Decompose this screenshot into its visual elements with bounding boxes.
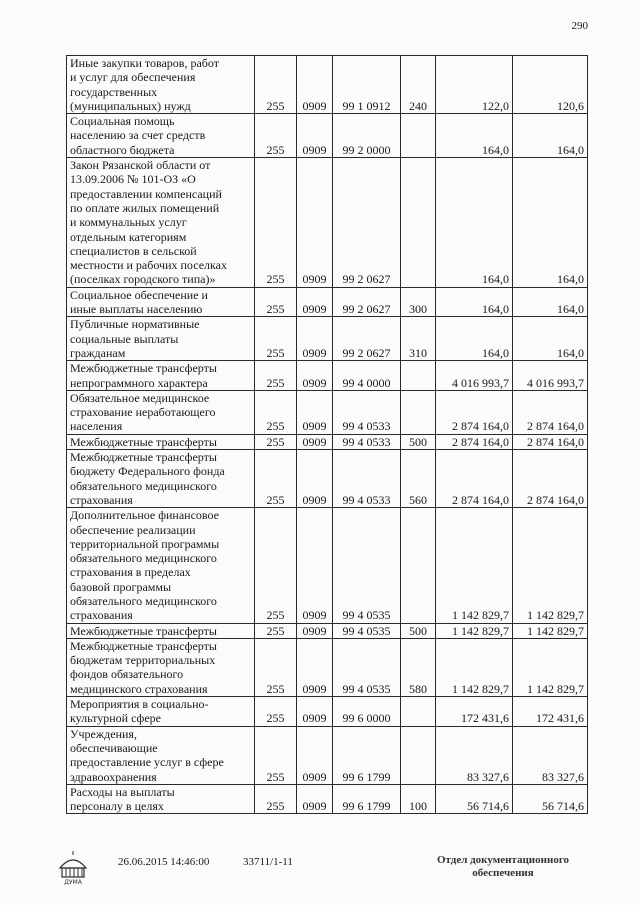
section-cell: 0909 (297, 317, 333, 361)
row-name-line: обеспечивающие (70, 740, 158, 755)
expense-type-cell (401, 508, 436, 623)
amount-approved-cell: 1 142 829,7 (436, 508, 513, 623)
row-name-line: предоставлении компенсаций (70, 186, 222, 201)
target-article-cell: 99 6 1799 (333, 784, 401, 814)
expense-type-cell: 580 (401, 638, 436, 696)
section-cell: 0909 (297, 623, 333, 638)
section-cell: 0909 (297, 287, 333, 317)
row-name-line: бюджетам территориальных (70, 653, 216, 668)
amount-approved-cell: 56 714,6 (436, 784, 513, 814)
expense-type-cell (401, 361, 436, 391)
target-article-cell: 99 4 0535 (333, 638, 401, 696)
table-body (67, 56, 588, 814)
amount-executed-cell: 2 874 164,0 (513, 450, 588, 508)
row-name-line: базовой программы (70, 579, 172, 594)
target-article-cell: 99 2 0000 (333, 114, 401, 158)
row-name-line: Закон Рязанской области от (70, 158, 211, 173)
row-name-line: Межбюджетные трансферты (70, 361, 217, 376)
table-row (67, 114, 588, 158)
row-name-line: Межбюджетные трансферты (70, 450, 217, 465)
row-name-line: и коммунальных услуг (70, 215, 187, 230)
table-row (67, 784, 588, 814)
ved-cell: 255 (255, 287, 297, 317)
table-row (67, 726, 588, 784)
stamp-doc-code: 33711/1-11 (243, 856, 293, 868)
page-footer (0, 848, 640, 905)
amount-executed-cell: 120,6 (513, 56, 588, 114)
ved-cell: 255 (255, 434, 297, 449)
row-name-line: Иные закупки товаров, работ (70, 56, 219, 70)
row-name-line: обязательного медицинского (70, 593, 217, 608)
amount-executed-cell: 164,0 (513, 114, 588, 158)
row-name-line: гражданам (70, 345, 126, 360)
amount-executed-cell: 164,0 (513, 317, 588, 361)
row-name-line: персоналу в целях (70, 799, 164, 814)
row-name (67, 390, 255, 434)
row-name-line: обеспечение реализации (70, 522, 196, 537)
table-row (67, 317, 588, 361)
table-row (67, 390, 588, 434)
section-cell: 0909 (297, 697, 333, 727)
section-cell: 0909 (297, 434, 333, 449)
ved-cell: 255 (255, 697, 297, 727)
expense-type-cell (401, 726, 436, 784)
row-name-line: культурной сфере (70, 711, 161, 726)
table-row (67, 623, 588, 638)
row-name-line: территориальной программы (70, 536, 220, 551)
row-name-line: обязательного медицинского (70, 551, 217, 566)
section-cell: 0909 (297, 361, 333, 391)
expense-type-cell: 300 (401, 287, 436, 317)
target-article-cell: 99 2 0627 (333, 287, 401, 317)
amount-executed-cell: 164,0 (513, 287, 588, 317)
row-name (67, 434, 255, 449)
amount-approved-cell: 164,0 (436, 158, 513, 288)
row-name-line: населению за счет средств (70, 128, 206, 143)
row-name (67, 508, 255, 623)
row-name (67, 114, 255, 158)
table-row (67, 638, 588, 696)
ved-cell: 255 (255, 114, 297, 158)
department-line-2: обеспечения (472, 867, 534, 879)
ved-cell: 255 (255, 638, 297, 696)
row-name-line: Учреждения, (70, 726, 137, 741)
row-name-line: Межбюджетные трансферты (70, 638, 217, 653)
expense-type-cell (401, 697, 436, 727)
row-name-line: областного бюджета (70, 142, 175, 157)
row-name-line: населения (70, 419, 123, 434)
row-name-line: Расходы на выплаты (70, 784, 175, 799)
expense-type-cell (401, 390, 436, 434)
row-name-line: фондов обязательного (70, 667, 184, 682)
row-name-line: Обязательное медицинское (70, 390, 210, 405)
row-name-line: Мероприятия в социально- (70, 697, 209, 712)
target-article-cell: 99 6 0000 (333, 697, 401, 727)
table-row (67, 158, 588, 288)
row-name (67, 697, 255, 727)
page-number: 290 (571, 20, 588, 32)
amount-executed-cell: 4 016 993,7 (513, 361, 588, 391)
amount-executed-cell: 2 874 164,0 (513, 390, 588, 434)
row-name (67, 638, 255, 696)
row-name-line: специалистов в сельской (70, 243, 197, 258)
target-article-cell: 99 4 0533 (333, 450, 401, 508)
target-article-cell: 99 1 0912 (333, 56, 401, 114)
ved-cell: 255 (255, 390, 297, 434)
row-name-line: Дополнительное финансовое (70, 508, 219, 523)
amount-approved-cell: 164,0 (436, 114, 513, 158)
row-name-line: Социальная помощь (70, 114, 175, 129)
ved-cell: 255 (255, 508, 297, 623)
row-name (67, 726, 255, 784)
table-row (67, 56, 588, 114)
amount-executed-cell: 164,0 (513, 158, 588, 288)
amount-approved-cell: 83 327,6 (436, 726, 513, 784)
ved-cell: 255 (255, 726, 297, 784)
ved-cell: 255 (255, 361, 297, 391)
ved-cell: 255 (255, 56, 297, 114)
section-cell: 0909 (297, 56, 333, 114)
amount-approved-cell: 1 142 829,7 (436, 638, 513, 696)
section-cell: 0909 (297, 726, 333, 784)
amount-executed-cell: 172 431,6 (513, 697, 588, 727)
table-row (67, 508, 588, 623)
amount-executed-cell: 83 327,6 (513, 726, 588, 784)
expense-type-cell: 240 (401, 56, 436, 114)
amount-approved-cell: 2 874 164,0 (436, 450, 513, 508)
row-name-line: 13.09.2006 № 101-ОЗ «О (70, 172, 196, 187)
expense-type-cell: 500 (401, 623, 436, 638)
row-name-line: государственных (70, 84, 158, 99)
row-name-line: страхования (70, 608, 133, 623)
section-cell: 0909 (297, 450, 333, 508)
row-name (67, 287, 255, 317)
amount-approved-cell: 1 142 829,7 (436, 623, 513, 638)
amount-executed-cell: 1 142 829,7 (513, 623, 588, 638)
row-name-line: страхование неработающего (70, 405, 216, 420)
duma-seal-icon (56, 850, 90, 886)
row-name-line: Социальное обеспечение и (70, 287, 208, 302)
expense-type-cell (401, 114, 436, 158)
section-cell: 0909 (297, 638, 333, 696)
target-article-cell: 99 2 0627 (333, 317, 401, 361)
amount-approved-cell: 164,0 (436, 317, 513, 361)
amount-executed-cell: 1 142 829,7 (513, 638, 588, 696)
ved-cell: 255 (255, 450, 297, 508)
row-name-line: по оплате жилых помещений (70, 200, 220, 215)
amount-approved-cell: 172 431,6 (436, 697, 513, 727)
seal-text: ДУМА (64, 879, 82, 886)
row-name-line: иные выплаты населению (70, 302, 203, 317)
row-name-line: Межбюджетные трансферты (70, 623, 217, 638)
row-name-line: (муниципальных) нужд (70, 98, 191, 113)
row-name-line: отдельным категориям (70, 229, 187, 244)
table-row (67, 697, 588, 727)
stamp-timestamp: 26.06.2015 14:46:00 (118, 856, 210, 868)
section-cell: 0909 (297, 114, 333, 158)
ved-cell: 255 (255, 317, 297, 361)
amount-approved-cell: 164,0 (436, 287, 513, 317)
row-name (67, 158, 255, 288)
target-article-cell: 99 4 0535 (333, 508, 401, 623)
amount-executed-cell: 1 142 829,7 (513, 508, 588, 623)
table-row (67, 450, 588, 508)
row-name-line: здравоохранения (70, 769, 157, 784)
row-name (67, 56, 255, 114)
row-name-line: страхования (70, 492, 133, 507)
expense-type-cell: 500 (401, 434, 436, 449)
row-name (67, 784, 255, 814)
ved-cell: 255 (255, 158, 297, 288)
amount-approved-cell: 2 874 164,0 (436, 434, 513, 449)
row-name-line: местности и рабочих поселках (70, 258, 227, 273)
row-name-line: бюджету Федерального фонда (70, 464, 225, 479)
expense-type-cell (401, 158, 436, 288)
row-name-line: обязательного медицинского (70, 478, 217, 493)
target-article-cell: 99 4 0533 (333, 390, 401, 434)
row-name (67, 623, 255, 638)
section-cell: 0909 (297, 508, 333, 623)
row-name (67, 361, 255, 391)
table-row (67, 361, 588, 391)
department-line-1: Отдел документационного (436, 854, 570, 866)
ved-cell: 255 (255, 623, 297, 638)
row-name-line: социальные выплаты (70, 331, 179, 346)
row-name-line: непрограммного характера (70, 375, 208, 390)
section-cell: 0909 (297, 784, 333, 814)
expense-type-cell: 310 (401, 317, 436, 361)
row-name-line: Публичные нормативные (70, 317, 200, 332)
department-name (418, 854, 588, 880)
target-article-cell: 99 4 0533 (333, 434, 401, 449)
row-name (67, 317, 255, 361)
table-row (67, 434, 588, 449)
row-name-line: Межбюджетные трансферты (70, 434, 217, 449)
ved-cell: 255 (255, 784, 297, 814)
expense-type-cell: 100 (401, 784, 436, 814)
amount-executed-cell: 2 874 164,0 (513, 434, 588, 449)
row-name (67, 450, 255, 508)
budget-table (66, 55, 588, 814)
target-article-cell: 99 4 0535 (333, 623, 401, 638)
row-name-line: медицинского страхования (70, 681, 208, 696)
amount-approved-cell: 4 016 993,7 (436, 361, 513, 391)
section-cell: 0909 (297, 390, 333, 434)
row-name-line: предоставление услуг в сфере (70, 755, 224, 770)
row-name-line: страхования в пределах (70, 565, 191, 580)
expense-type-cell: 560 (401, 450, 436, 508)
row-name-line: и услуг для обеспечения (70, 70, 196, 85)
table-row (67, 287, 588, 317)
amount-approved-cell: 122,0 (436, 56, 513, 114)
amount-approved-cell: 2 874 164,0 (436, 390, 513, 434)
target-article-cell: 99 6 1799 (333, 726, 401, 784)
row-name-line: (поселках городского типа)» (70, 272, 216, 287)
section-cell: 0909 (297, 158, 333, 288)
amount-executed-cell: 56 714,6 (513, 784, 588, 814)
target-article-cell: 99 4 0000 (333, 361, 401, 391)
target-article-cell: 99 2 0627 (333, 158, 401, 288)
